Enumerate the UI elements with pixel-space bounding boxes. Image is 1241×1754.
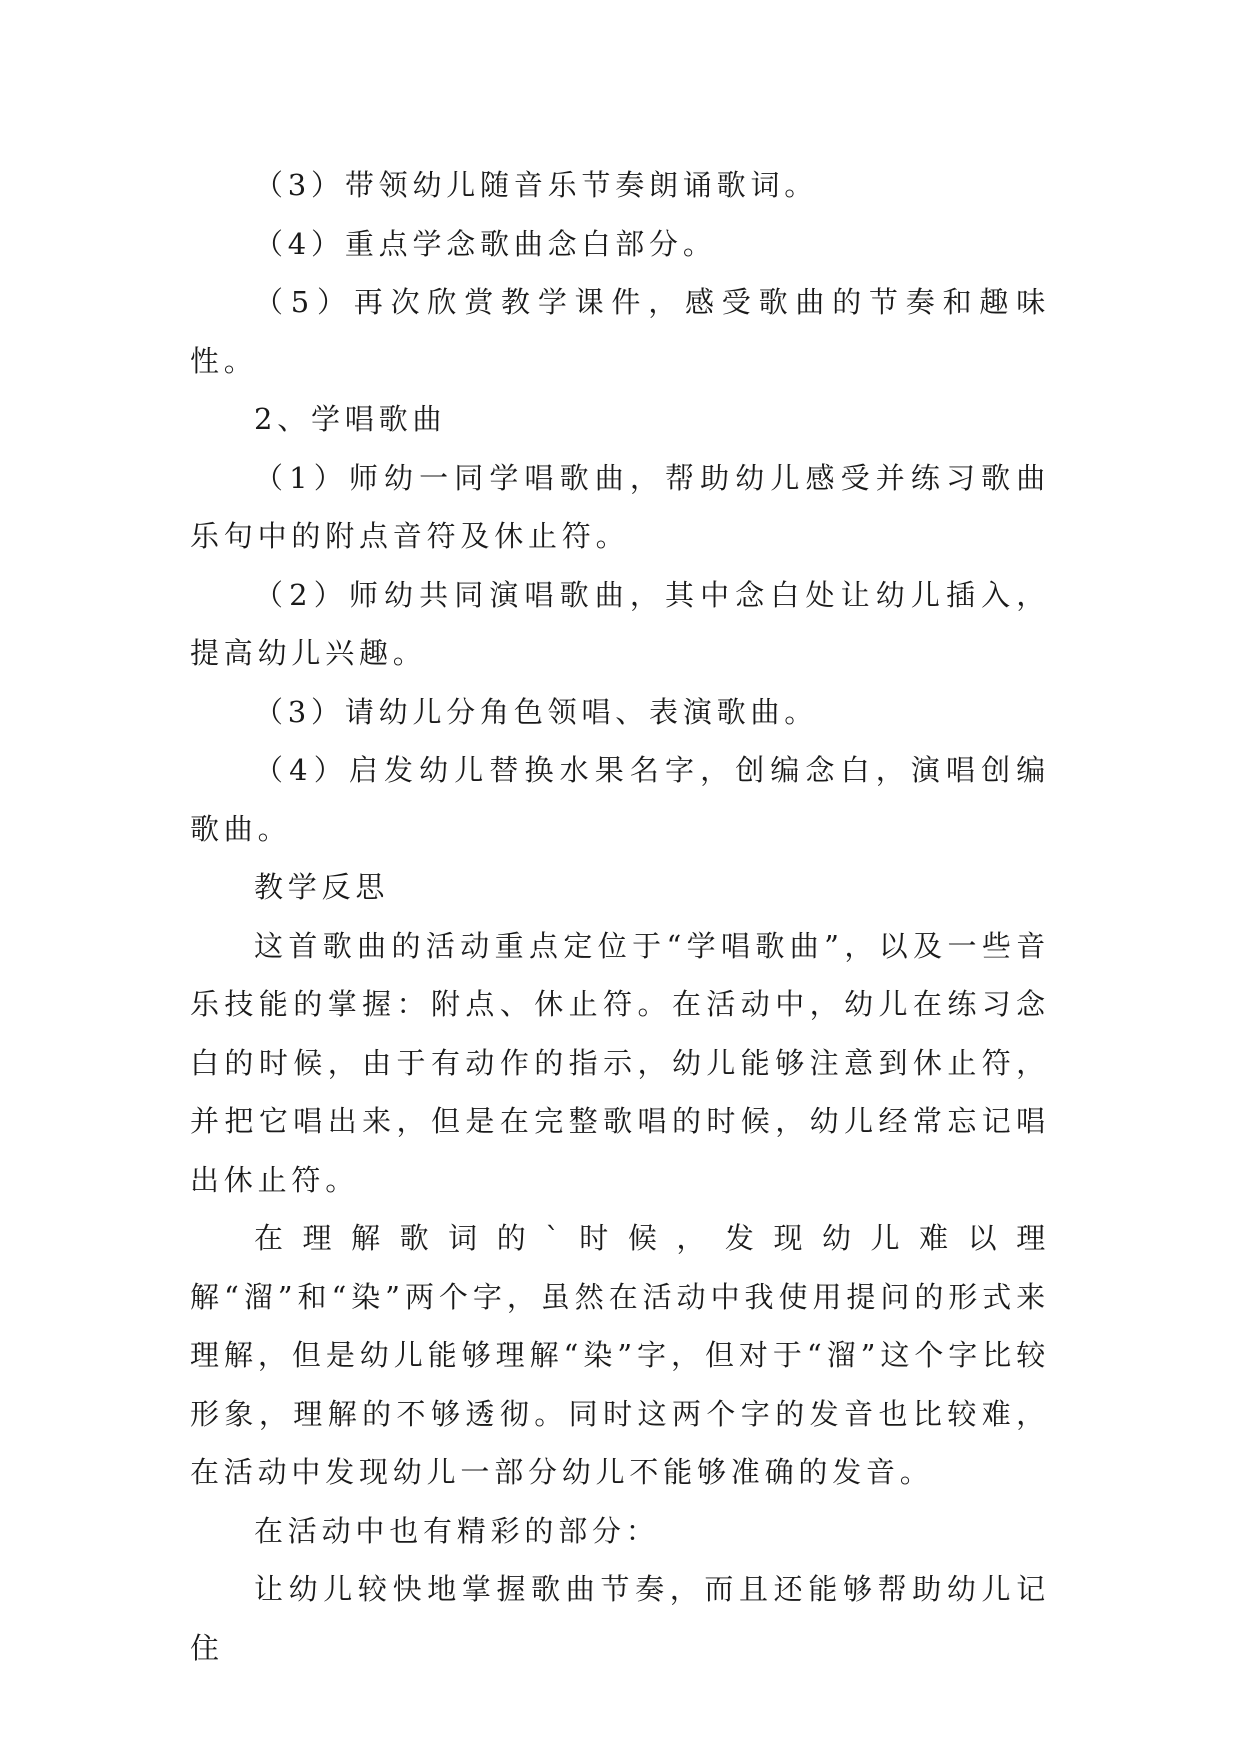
paragraph: （4）启发幼儿替换水果名字，创编念白，演唱创编歌曲。	[190, 753, 1050, 846]
paragraph: 让幼儿较快地掌握歌曲节奏，而且还能够帮助幼儿记住	[190, 1572, 1050, 1665]
document-body	[190, 156, 1050, 1677]
section-heading: 教学反思	[254, 870, 390, 904]
paragraph: （5）再次欣赏教学课件，感受歌曲的节奏和趣味性。	[190, 285, 1050, 378]
paragraph: （3）带领幼儿随音乐节奏朗诵歌词。	[254, 168, 819, 202]
paragraph: （1）师幼一同学唱歌曲，帮助幼儿感受并练习歌曲乐句中的附点音符及休止符。	[190, 460, 1050, 553]
paragraph: （2）师幼共同演唱歌曲，其中念白处让幼儿插入，提高幼儿兴趣。	[190, 577, 1050, 670]
paragraph: 这首歌曲的活动重点定位于“学唱歌曲”，以及一些音乐技能的掌握：附点、休止符。在活动中，幼儿在练习念白的时候，由于有动作的指示，幼儿能够注意到休止符，并把它唱出来，但是在完整歌唱的时候，幼儿经常忘记唱出休止符。	[190, 928, 1050, 1197]
paragraph: （3）请幼儿分角色领唱、表演歌曲。	[254, 694, 819, 729]
paragraph: （4）重点学念歌曲念白部分。	[254, 226, 717, 261]
paragraph: 在活动中也有精彩的部分：	[254, 1513, 660, 1548]
section-heading: 2、学唱歌曲	[254, 402, 447, 436]
paragraph: 在理解歌词的`时候，发现幼儿难以理解“溜”和“染”两个字，虽然在活动中我使用提问的形式来理解，但是幼儿能够理解“染”字，但对于“溜”这个字比较形象，理解的不够透彻。同时这两个字的发音也比较难，在活动中发现幼儿一部分幼儿不能够准确的发音。	[190, 1221, 1050, 1489]
